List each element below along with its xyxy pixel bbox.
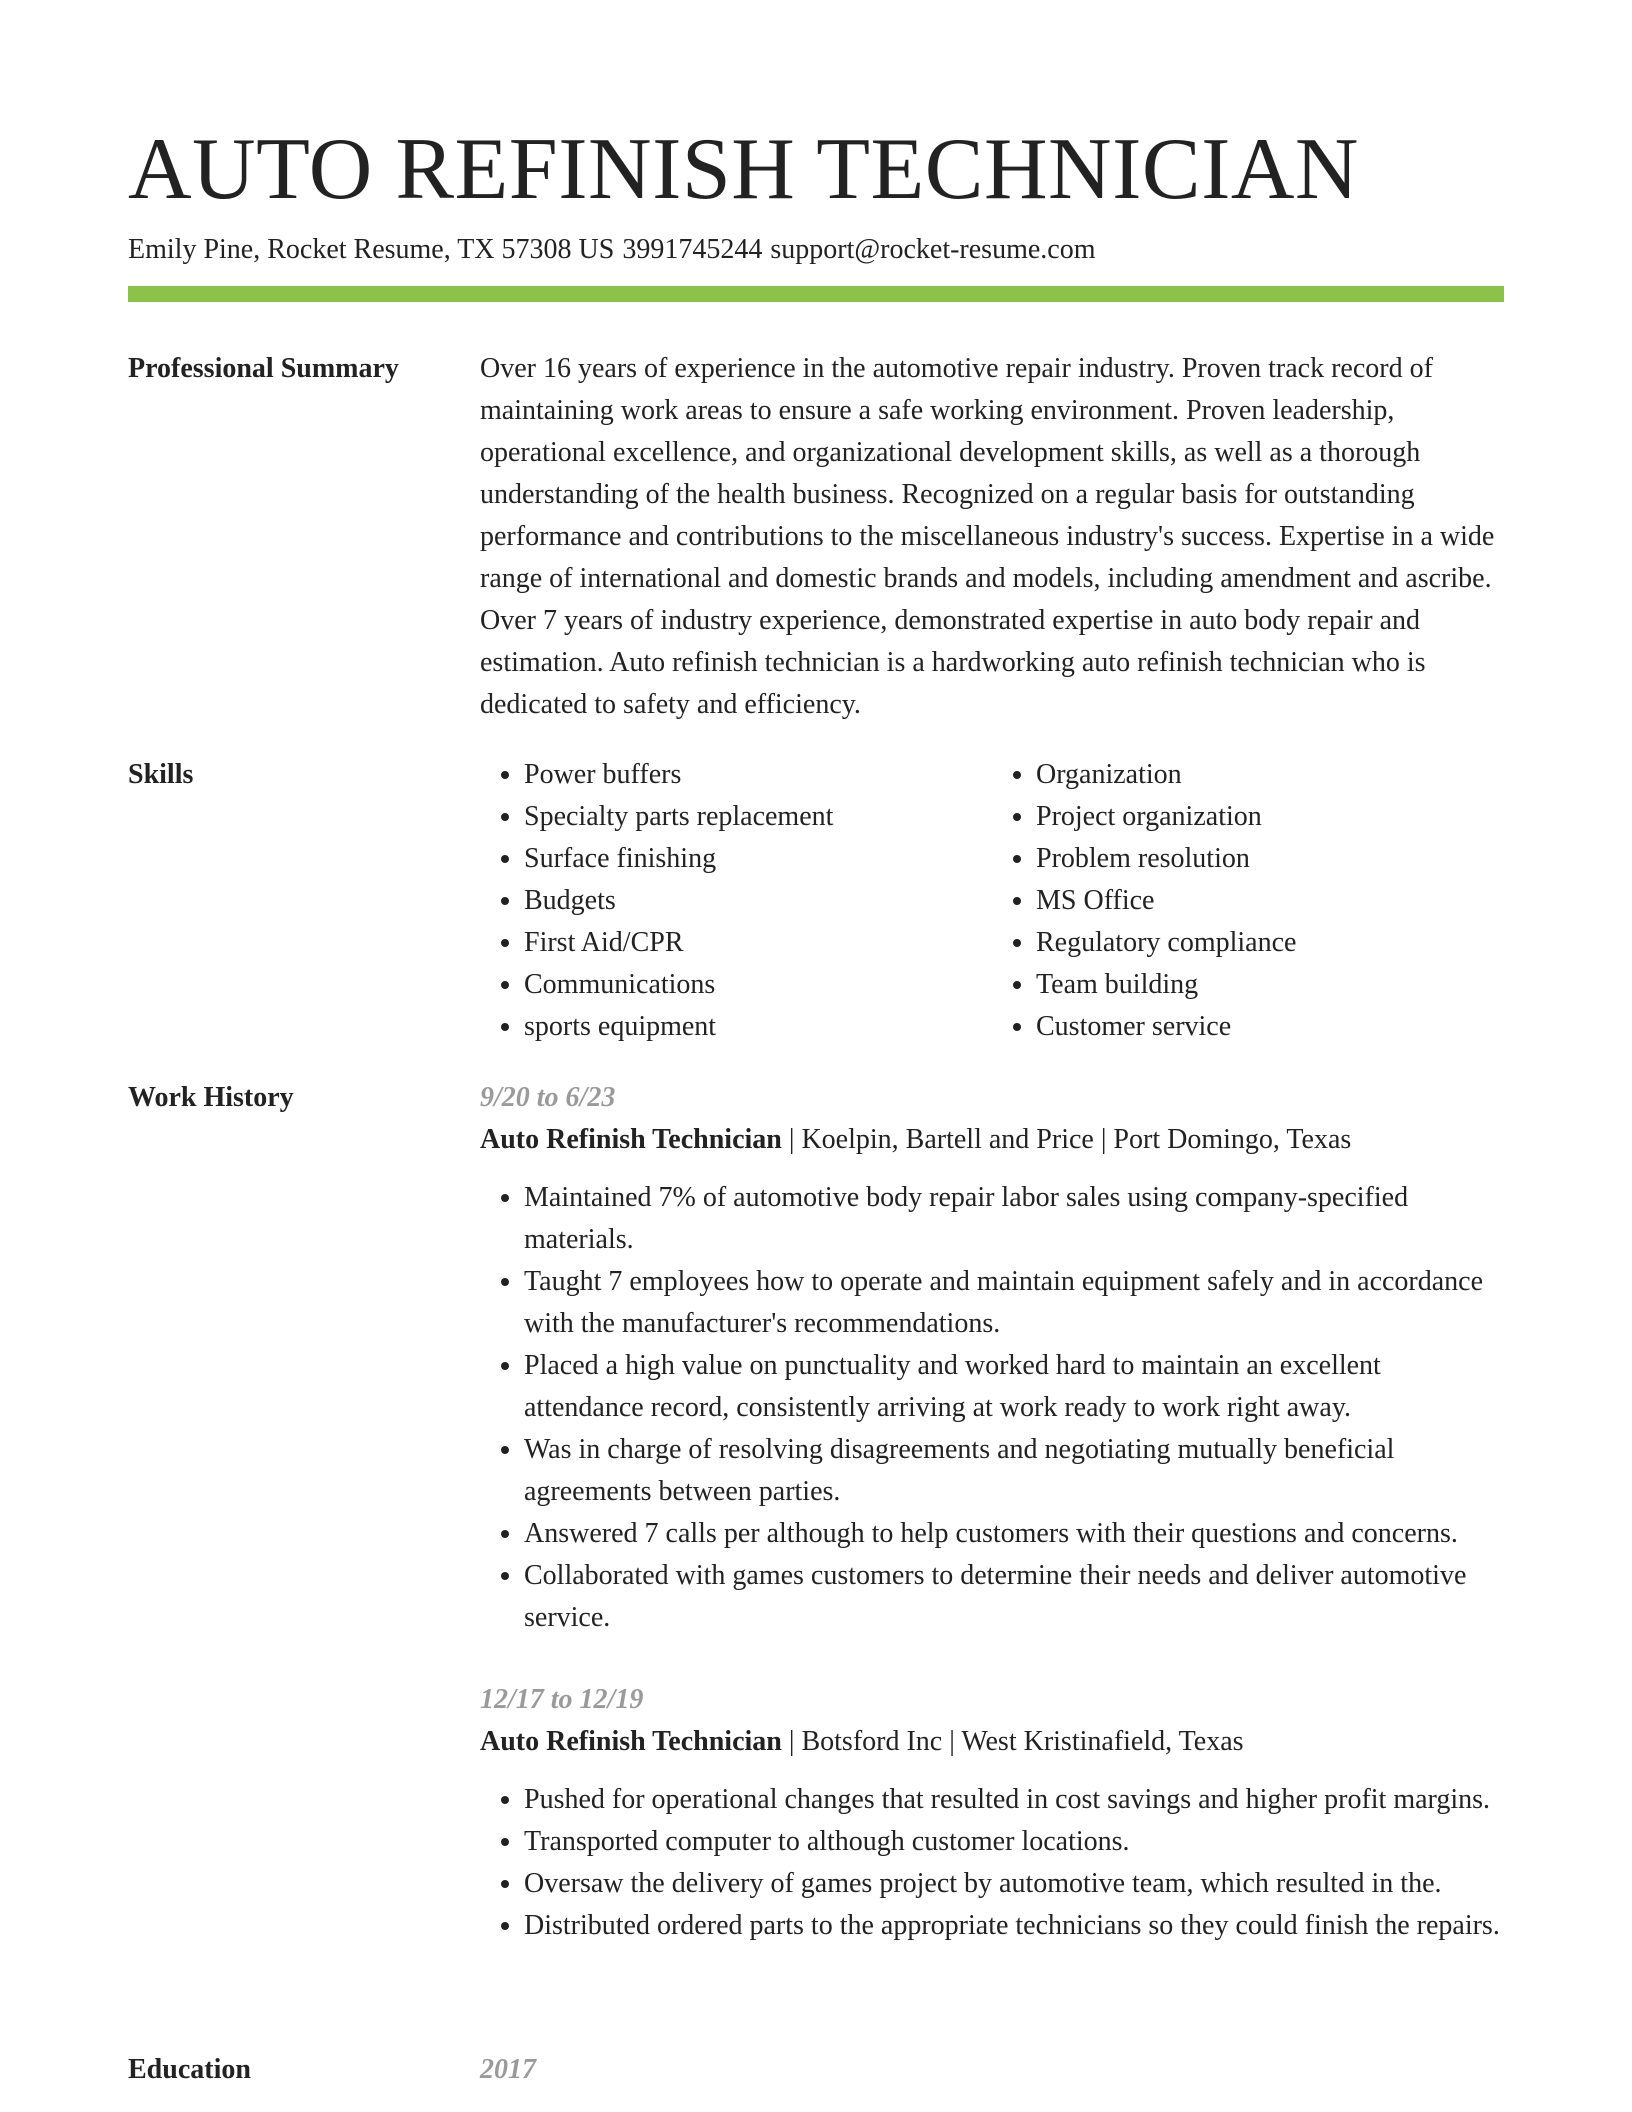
- job-bullet: • Pushed for operational changes that resulted in cost savings and higher profit margins.: [524, 1779, 1504, 1821]
- summary-heading: Professional Summary: [128, 353, 399, 384]
- work-history-heading: Work History: [128, 1082, 294, 1113]
- job-bullet: • Collaborated with games customers to determine their needs and deliver automotive service.: [524, 1555, 1504, 1639]
- summary-text: Over 16 years of experience in the automotive repair industry. Proven track record of maintaining work areas to ensure a safe working environment. Proven leadership, operational excellence, and organizational development skills, as well as a thorough understanding of the health business. Recognized on a regular basis for outstanding performance and contributions to the miscellaneous industry's success. Expertise in a wide range of international and domestic brands and models, including amendment and ascribe. Over 7 years of industry experience, demonstrated expertise in auto body repair and estimation. Auto refinish technician is a hardworking auto refinish technician who is dedicated to safety and efficiency.: [480, 353, 1495, 720]
- skills-heading: Skills: [128, 759, 194, 790]
- skills-list-left: [480, 754, 992, 1048]
- job-bullet: • Placed a high value on punctuality and worked hard to maintain an excellent attendance record, consistently arriving at work ready to work right away.: [524, 1345, 1504, 1429]
- skill-item: • Team building: [1036, 964, 1504, 1006]
- job-bullets: [480, 1779, 1504, 1947]
- skills-grid: [480, 754, 1504, 1048]
- job-employer-location: | Koelpin, Bartell and Price | Port Domingo, Texas: [788, 1124, 1352, 1155]
- summary-section: [480, 348, 1504, 726]
- skill-item: • Surface finishing: [524, 838, 992, 880]
- job-dates: 9/20 to 6/23: [480, 1082, 616, 1113]
- job-bullet: • Taught 7 employees how to operate and maintain equipment safely and in accordance with the manufacturer's recommendations.: [524, 1261, 1504, 1345]
- job-employer-location: | Botsford Inc | West Kristinafield, Texas: [788, 1726, 1244, 1757]
- skill-item: • Specialty parts replacement: [524, 796, 992, 838]
- skill-item: • Regulatory compliance: [1036, 922, 1504, 964]
- skill-item: • First Aid/CPR: [524, 922, 992, 964]
- job-header: [480, 1119, 1504, 1161]
- job-bullet: • Oversaw the delivery of games project by automotive team, which resulted in the.: [524, 1863, 1504, 1905]
- skill-item: • Communications: [524, 964, 992, 1006]
- resume-title: AUTO REFINISH TECHNICIAN: [128, 121, 1359, 218]
- work-history-section: [480, 1077, 1504, 1987]
- job-title: Auto Refinish Technician: [480, 1726, 782, 1757]
- job-bullet: • Answered 7 calls per although to help customers with their questions and concerns.: [524, 1513, 1504, 1555]
- accent-divider: [128, 286, 1504, 302]
- education-section: [480, 2049, 1504, 2091]
- job-entry: [480, 1679, 1504, 1947]
- contact-phone: 3991745244: [622, 234, 763, 265]
- skill-item: • Project organization: [1036, 796, 1504, 838]
- skill-item: • Problem resolution: [1036, 838, 1504, 880]
- job-bullet: • Distributed ordered parts to the appropriate technicians so they could finish the repairs.: [524, 1905, 1504, 1947]
- skills-list-right: [992, 754, 1504, 1048]
- contact-line: [128, 230, 1096, 270]
- contact-name-address: Emily Pine, Rocket Resume, TX 57308 US: [128, 234, 615, 265]
- job-dates: 12/17 to 12/19: [480, 1684, 644, 1715]
- job-header: [480, 1721, 1504, 1763]
- skill-item: • MS Office: [1036, 880, 1504, 922]
- skill-item: • sports equipment: [524, 1006, 992, 1048]
- skills-section: [480, 754, 1504, 1048]
- education-year: 2017: [480, 2054, 536, 2085]
- skill-item: • Budgets: [524, 880, 992, 922]
- job-bullet: • Was in charge of resolving disagreements and negotiating mutually beneficial agreements between parties.: [524, 1429, 1504, 1513]
- job-entry: [480, 1077, 1504, 1639]
- skill-item: • Customer service: [1036, 1006, 1504, 1048]
- job-bullet: • Maintained 7% of automotive body repair labor sales using company-specified materials.: [524, 1177, 1504, 1261]
- skill-item: • Power buffers: [524, 754, 992, 796]
- contact-email[interactable]: support@rocket-resume.com: [770, 234, 1096, 265]
- job-bullets: [480, 1177, 1504, 1639]
- education-heading: Education: [128, 2054, 251, 2085]
- job-title: Auto Refinish Technician: [480, 1124, 782, 1155]
- job-bullet: • Transported computer to although customer locations.: [524, 1821, 1504, 1863]
- skill-item: • Organization: [1036, 754, 1504, 796]
